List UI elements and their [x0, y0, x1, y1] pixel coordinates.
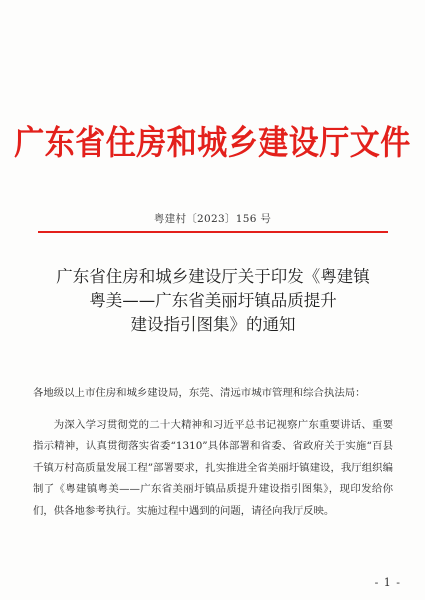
document-title — [48, 265, 378, 337]
title-line: 粤美——广东省美丽圩镇品质提升 — [89, 291, 337, 310]
red-separator-line — [38, 231, 388, 233]
document-number: 粤建村〔2023〕156 号 — [153, 213, 272, 225]
body-paragraph: 为深入学习贯彻党的二十大精神和习近平总书记视察广东重要讲话、重要指示精神，认真贯彻落实省委“1310”具体部署和省委、省政府关于实施“百县千镇万村高质量发展工程”部署要求，扎实推进全省美丽圩镇建设，我厅组织编制了《粤建镇粤美——广东省美丽圩镇品质提升建设指引图集》，现印发给你们，供各地参考执行。实施过程中遇到的问题，请径向我厅反映。 — [33, 418, 393, 517]
document-body — [33, 383, 393, 522]
title-line: 广东省住房和城乡建设厅关于印发《粤建镇 — [56, 267, 370, 286]
page-number: - 1 - — [374, 576, 401, 589]
red-masthead: 广东省住房和城乡建设厅文件 — [14, 124, 411, 164]
title-line: 建设指引图集》的通知 — [130, 315, 296, 334]
addressee: 各地级以上市住房和城乡建设局，东莞、清远市城市管理和综合执法局： — [33, 387, 366, 399]
